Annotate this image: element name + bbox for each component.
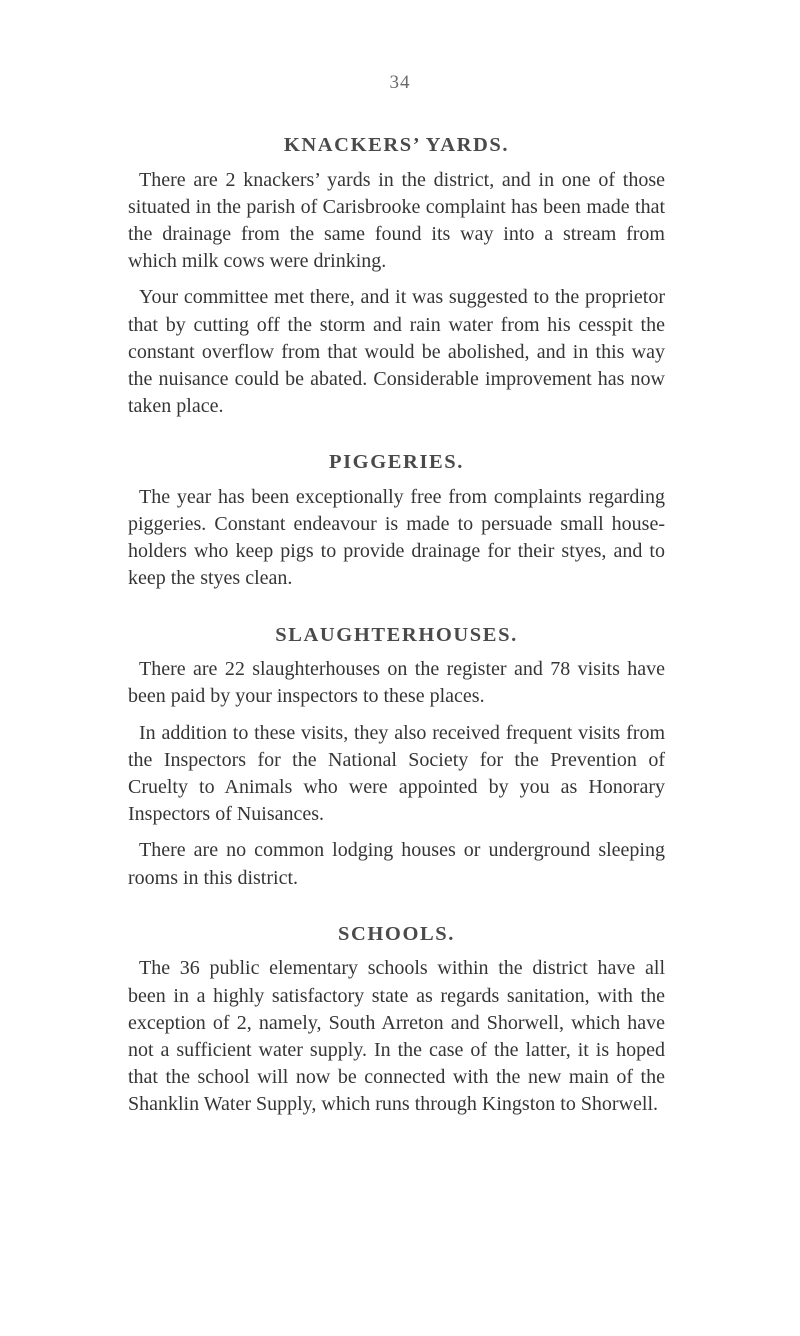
section-knackers-yards	[128, 133, 665, 420]
page-content	[128, 133, 665, 1127]
section-schools	[128, 922, 665, 1119]
paragraph: In addition to these visits, they also received frequent visits from the Inspectors for the National Society for the Prevention of Cruelty to Animals who were appointed by you as Honorary Inspectors of Nuisances.	[128, 721, 665, 826]
section-heading: SCHOOLS.	[337, 922, 456, 945]
section-piggeries	[128, 450, 665, 592]
paragraph: The year has been exceptionally free from complaints regarding piggeries. Constant endeavour is made to persuade small house-holders who keep pigs to provide drainage for their styes, and to keep the styes clean.	[128, 485, 665, 590]
section-heading: KNACKERS’ YARDS.	[283, 134, 510, 156]
section-slaughterhouses	[128, 623, 665, 892]
paragraph: There are 2 knackers’ yards in the district, and in one of those situated in the parish of Carisbrooke complaint has been made that the drainage from the same found its way into a stream from which milk cows were drinking.	[128, 168, 665, 273]
section-heading: SLAUGHTERHOUSES.	[275, 623, 518, 646]
paragraph: Your committee met there, and it was suggested to the proprietor that by cutting off the storm and rain water from his cesspit the constant overflow from that would be abolished, and in this way the nuisance could be abated. Considerable improvement has now taken place.	[128, 286, 665, 418]
paragraph: There are no common lodging houses or underground sleeping rooms in this district.	[128, 839, 665, 889]
page-number: 34	[389, 72, 411, 93]
paragraph: There are 22 slaughterhouses on the register and 78 visits have been paid by your inspectors to these places.	[128, 658, 665, 708]
paragraph: The 36 public elementary schools within the district have all been in a highly satisfactory state as regards sanitation, with the exception of 2, namely, South Arreton and Shorwell, which have not a sufficient water supply. In the case of the latter, it is hoped that the school will now be connected with the new main of the Shanklin Water Supply, which runs through Kingston to Shorwell.	[128, 957, 665, 1116]
section-heading: PIGGERIES.	[328, 451, 465, 474]
